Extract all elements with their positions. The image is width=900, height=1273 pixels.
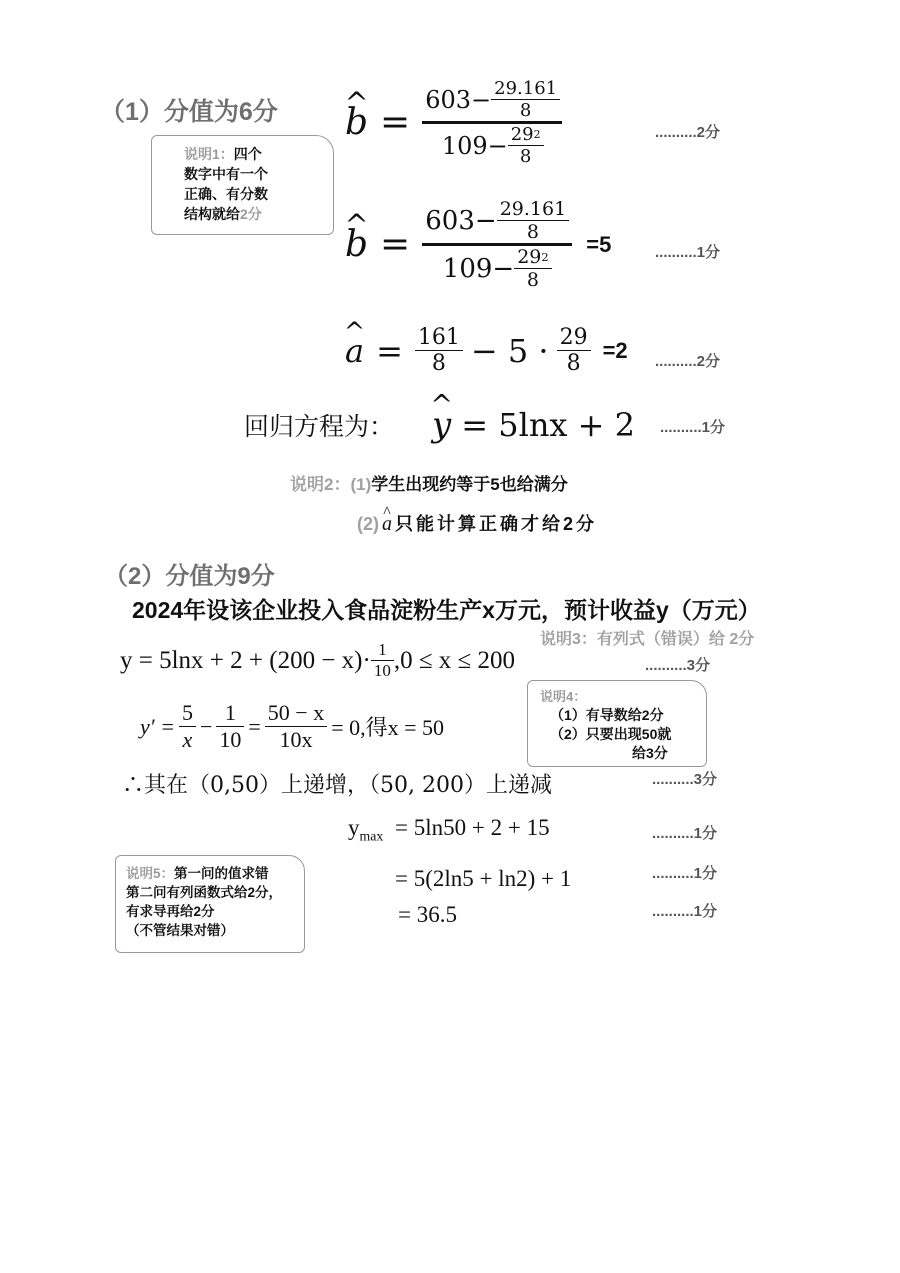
- monotonicity-statement: ∴其在（0,50）上递增，（50, 200）上递减: [122, 773, 552, 798]
- part1-heading: （1）分值为6分: [100, 98, 278, 126]
- inner-denominator: 8: [526, 221, 539, 243]
- b-hat-symbol: ^ b: [345, 102, 368, 143]
- equals-sign: =: [380, 224, 411, 265]
- score-mark: ..........2分: [655, 353, 721, 370]
- inner-numerator: 29.161: [494, 78, 558, 99]
- fraction-denominator: 10: [373, 661, 391, 680]
- score-mark: ..........2分: [655, 124, 721, 141]
- note-2-text: 只能计算正确才给2分: [395, 514, 598, 534]
- note-1-text: 结构就给: [184, 206, 240, 222]
- equals-sign: =: [380, 102, 411, 143]
- note-2-text: 学生出现约等于5也给满分: [371, 475, 568, 494]
- note-5-text: （不管结果对错）: [126, 923, 234, 938]
- fraction-numerator: 29: [559, 325, 588, 350]
- y-hat-symbol: ^ y: [432, 405, 451, 445]
- fraction-denominator: x: [182, 727, 193, 752]
- b-hat-fraction: [422, 78, 563, 167]
- fraction-numerator: 50 − x: [267, 700, 325, 725]
- score-mark: ..........1分: [652, 865, 718, 882]
- a-hat-formula: [345, 325, 628, 376]
- note-2-index: (1): [350, 475, 372, 494]
- b-hat-symbol: ^ b: [345, 224, 368, 265]
- regression-rhs: = 5lnx + 2: [461, 406, 635, 444]
- regression-label: 回归方程为：: [244, 413, 395, 441]
- ymax-expression: = 5ln50 + 2 + 15: [395, 815, 550, 840]
- profit-function-domain: ,0 ≤ x ≤ 200: [393, 646, 516, 674]
- note-5-label: 说明5：: [126, 866, 175, 881]
- note-4-label: 说明4：: [540, 689, 587, 704]
- note-5: [115, 855, 305, 953]
- note-1-score: 2分: [240, 206, 262, 222]
- fraction-numerator: 1: [378, 640, 387, 659]
- part2-heading: （2）分值为9分: [104, 563, 275, 590]
- note-4: [527, 680, 707, 767]
- ymax-symbol: y: [348, 815, 360, 840]
- ymax-line-1: [348, 815, 550, 845]
- score-mark: ..........1分: [652, 825, 718, 842]
- note-2-line-2: [357, 510, 597, 536]
- regression-equation: [244, 405, 635, 445]
- denominator-text: 109−: [441, 131, 508, 160]
- a-hat-result: =2: [602, 337, 628, 363]
- a-hat-symbol: ^ a: [345, 332, 364, 370]
- note-1-text: 正确、有分数: [184, 186, 268, 202]
- profit-function-main: y = 5lnx + 2 + (200 − x)·: [120, 646, 371, 674]
- fraction-denominator: 10x: [279, 727, 313, 752]
- numerator-text: 603−: [425, 205, 497, 236]
- note-3: 说明3：有列式（错误）给 2分: [540, 631, 755, 648]
- exponent: 2: [533, 128, 541, 141]
- fraction-denominator: 8: [431, 351, 446, 376]
- denominator-text: 109−: [442, 253, 515, 284]
- exponent: 2: [541, 250, 549, 264]
- inner-numerator: 29: [510, 124, 534, 145]
- part2-statement: 2024年设该企业投入食品淀粉生产x万元，预计收益y（万元）: [132, 597, 761, 623]
- numerator-text: 603−: [425, 85, 492, 114]
- a-hat-middle-term: − 5 ·: [470, 331, 549, 370]
- b-hat-formula-2: [345, 198, 611, 291]
- note-4-text: （1）有导数给2分: [550, 707, 664, 723]
- inner-denominator: 8: [526, 269, 539, 291]
- fraction-numerator: 5: [181, 700, 193, 725]
- profit-function: [120, 640, 515, 681]
- fraction-denominator: 10: [219, 727, 242, 752]
- derivative-lhs: y′ =: [140, 713, 175, 739]
- ymax-subscript: max: [359, 828, 384, 844]
- note-4-text: 给3分: [632, 745, 668, 761]
- note-1-text: 四个: [233, 146, 262, 162]
- fraction-denominator: 8: [566, 351, 581, 376]
- score-mark: ..........3分: [645, 657, 711, 674]
- minus-sign: −: [199, 713, 213, 739]
- ymax-line-2: = 5(2ln5 + ln2) + 1: [395, 866, 572, 891]
- note-1: [151, 135, 334, 235]
- inner-denominator: 8: [519, 146, 532, 167]
- derivative-solution: = 0,得x = 50: [331, 715, 445, 740]
- note-2-index: (2): [357, 514, 379, 534]
- fraction-numerator: 1: [224, 700, 236, 725]
- inner-numerator: 29: [517, 246, 542, 268]
- note-1-text: 数字中有一个: [184, 166, 268, 182]
- score-mark: ..........1分: [660, 419, 726, 436]
- fraction-numerator: 161: [417, 325, 460, 350]
- score-mark: ..........1分: [655, 244, 721, 261]
- b-hat-fraction: [422, 198, 572, 291]
- score-mark: ..........3分: [652, 771, 718, 788]
- b-hat-result: =5: [586, 231, 612, 257]
- inner-numerator: 29.161: [499, 198, 567, 220]
- inner-denominator: 8: [519, 100, 532, 121]
- note-2-line-1: [290, 470, 568, 495]
- score-mark: ..........1分: [652, 903, 718, 920]
- note-5-text: 有求导再给2分: [126, 904, 215, 919]
- equals-sign: =: [248, 713, 261, 739]
- equals-sign: =: [376, 331, 403, 370]
- note-2-label: 说明2：: [290, 475, 351, 494]
- note-5-text: 第一问的值求错: [174, 866, 269, 881]
- a-hat-symbol: ^ a: [382, 513, 392, 536]
- derivative-equation: [140, 700, 444, 753]
- ymax-line-3: = 36.5: [398, 902, 457, 927]
- note-1-label: 说明1：: [184, 146, 234, 162]
- note-5-text: 第二问有列函数式给2分，: [126, 885, 283, 900]
- b-hat-formula-1: [345, 78, 563, 167]
- note-4-text: （2）只要出现50就: [550, 726, 672, 742]
